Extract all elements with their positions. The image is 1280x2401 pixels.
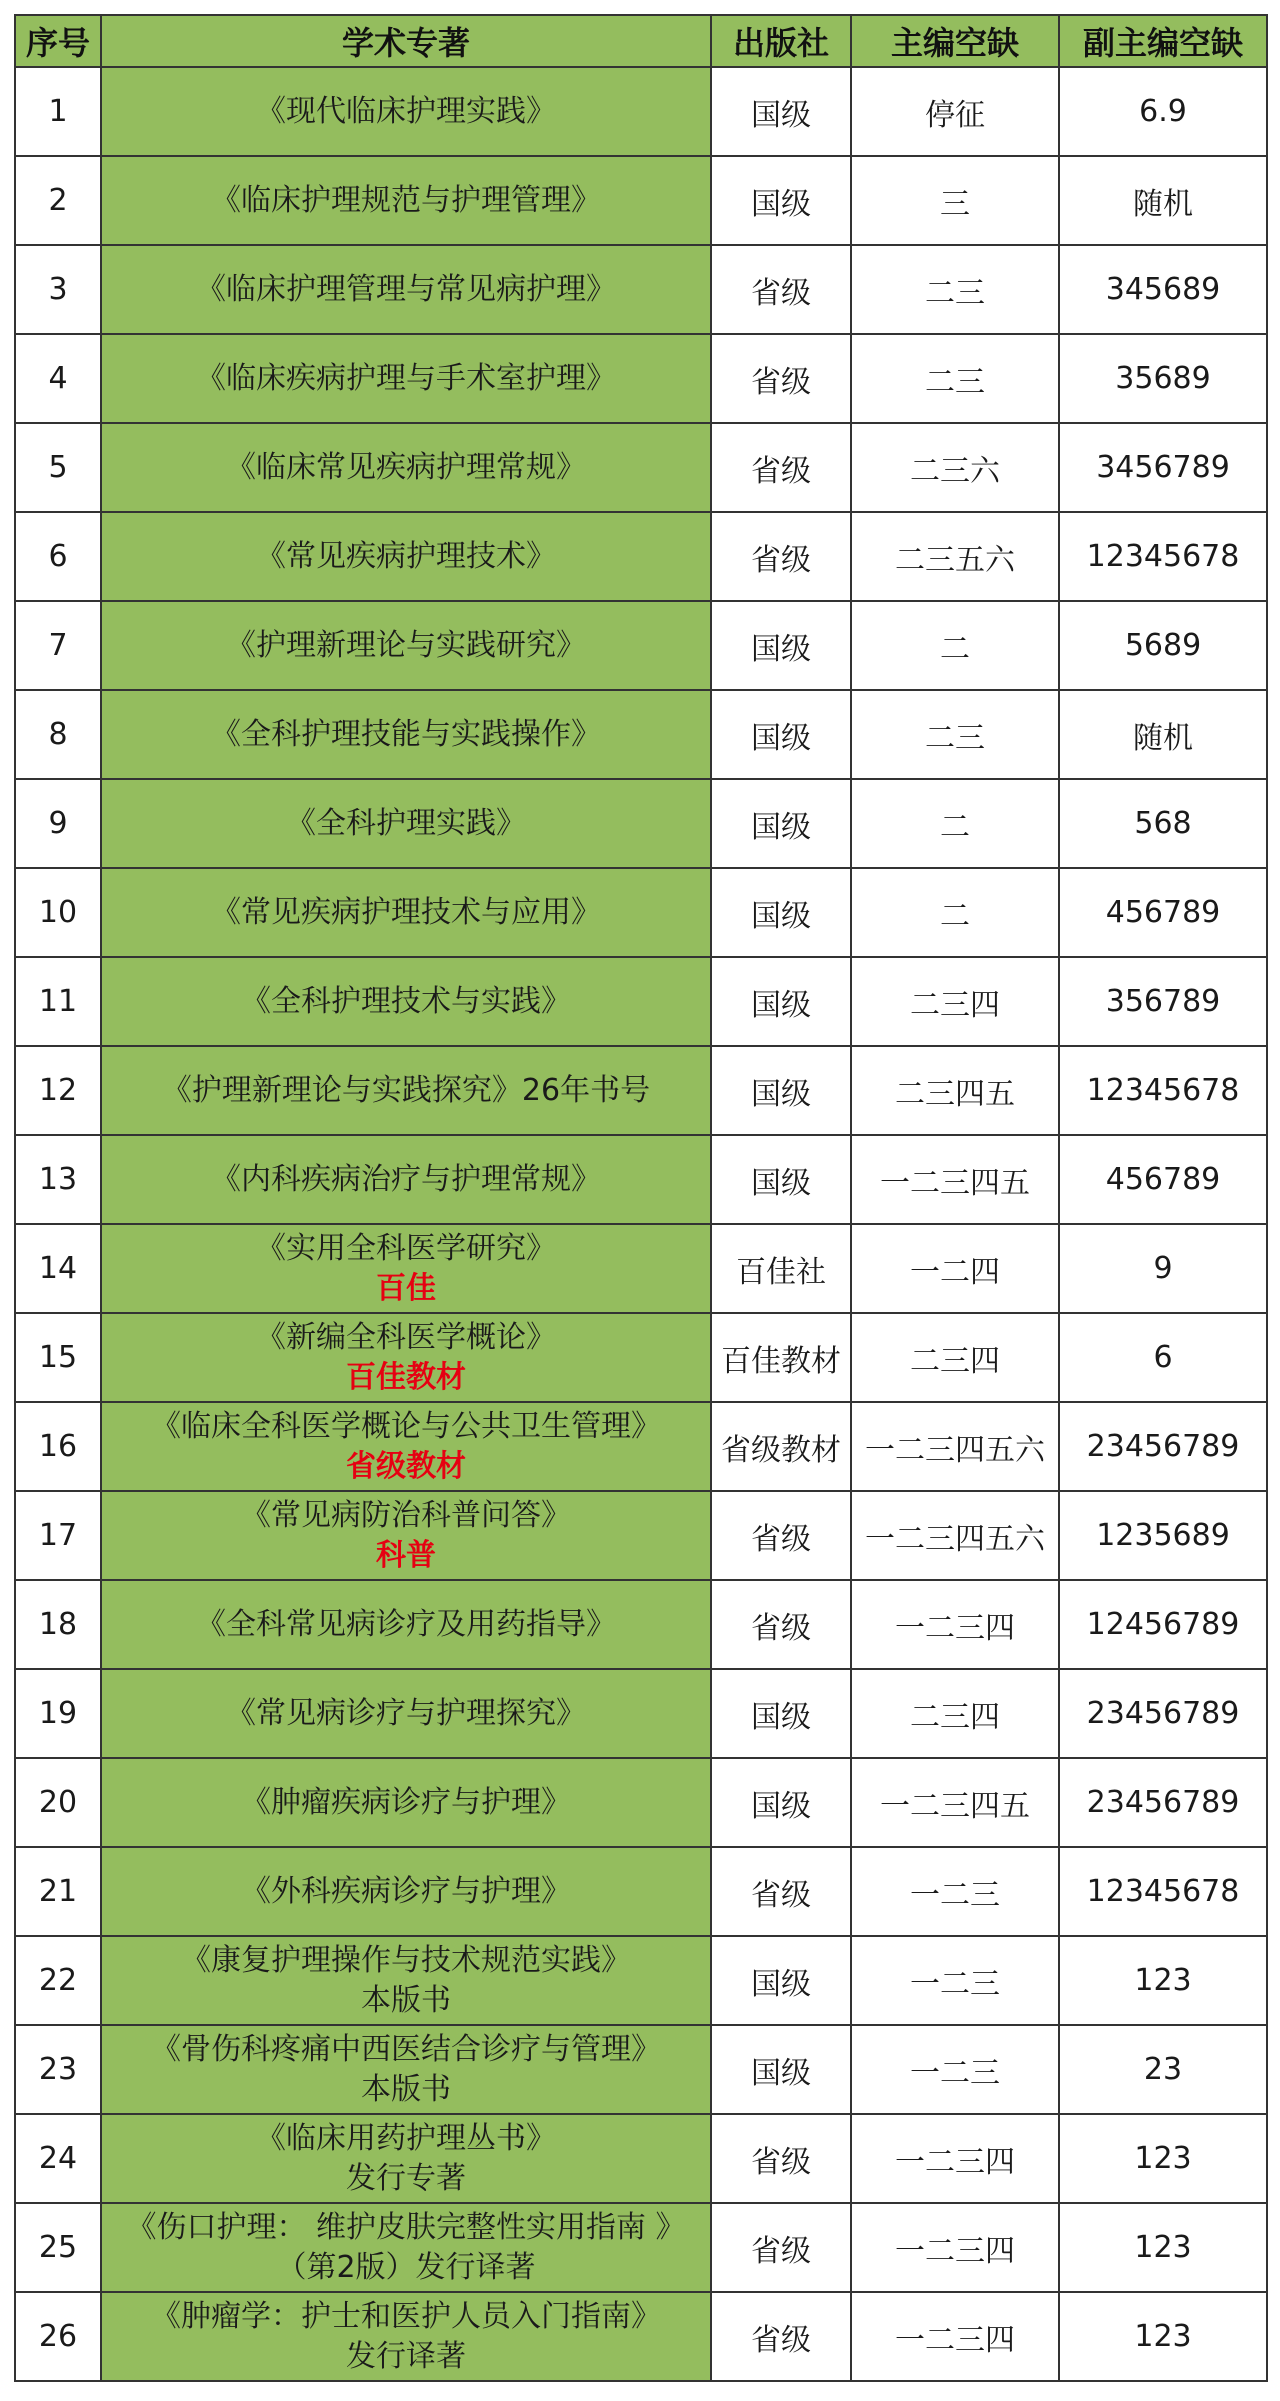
header-deputy-editor-vacancy: 副主编空缺 [1059,15,1267,67]
publisher-cell: 国级 [711,1669,851,1758]
row-number-cell: 23 [15,2025,101,2114]
deputy-editor-vacancy-cell: 23456789 [1059,1758,1267,1847]
table-row [15,1669,1267,1758]
book-title: 《康复护理操作与技术规范实践》 [181,1942,631,1978]
book-title-cell [101,1847,711,1936]
chief-editor-vacancy-cell: 一二三四五六 [851,1491,1059,1580]
table-row [15,1847,1267,1936]
book-title: 《临床用药护理丛书》 [256,2120,556,2156]
book-edition-note: 本版书 [361,1982,451,2018]
book-title-cell [101,1046,711,1135]
chief-editor-vacancy-cell: 二 [851,868,1059,957]
deputy-editor-vacancy-cell: 12456789 [1059,1580,1267,1669]
book-title-cell [101,1491,711,1580]
book-title-cell [101,67,711,156]
book-title: 《临床全科医学概论与公共卫生管理》 [151,1408,661,1444]
book-title: 《内科疾病治疗与护理常规》 [211,1161,601,1197]
book-category-tag: 科普 [376,1537,436,1573]
table-row [15,1580,1267,1669]
table-row [15,601,1267,690]
publisher-cell: 国级 [711,868,851,957]
row-number-cell: 16 [15,1402,101,1491]
table-row [15,2292,1267,2381]
book-title-cell [101,868,711,957]
header-number: 序号 [15,15,101,67]
book-title-cell [101,2292,711,2381]
publisher-cell: 国级 [711,690,851,779]
publisher-cell: 省级 [711,423,851,512]
deputy-editor-vacancy-cell: 3456789 [1059,423,1267,512]
table-row [15,1224,1267,1313]
publisher-cell: 省级 [711,2292,851,2381]
book-title: 《临床疾病护理与手术室护理》 [196,360,616,396]
row-number-cell: 14 [15,1224,101,1313]
row-number-cell: 17 [15,1491,101,1580]
book-title-cell [101,779,711,868]
publisher-cell: 国级 [711,2025,851,2114]
deputy-editor-vacancy-cell: 随机 [1059,156,1267,245]
table-row [15,512,1267,601]
chief-editor-vacancy-cell: 二三 [851,690,1059,779]
row-number-cell: 10 [15,868,101,957]
publisher-cell: 国级 [711,1046,851,1135]
row-number-cell: 8 [15,690,101,779]
chief-editor-vacancy-cell: 一二三四 [851,2203,1059,2292]
table-row [15,868,1267,957]
publisher-cell: 国级 [711,1758,851,1847]
book-table-container [14,14,1268,2382]
book-title-cell [101,1669,711,1758]
chief-editor-vacancy-cell: 一二四 [851,1224,1059,1313]
table-row [15,156,1267,245]
book-title: 《全科护理实践》 [286,805,526,841]
deputy-editor-vacancy-cell: 123 [1059,2203,1267,2292]
chief-editor-vacancy-cell: 一二三 [851,1847,1059,1936]
book-title-cell [101,156,711,245]
deputy-editor-vacancy-cell: 123 [1059,2292,1267,2381]
deputy-editor-vacancy-cell: 1235689 [1059,1491,1267,1580]
header-row [15,15,1267,67]
book-title: 《临床护理管理与常见病护理》 [196,271,616,307]
table-row [15,779,1267,868]
publisher-cell: 国级 [711,156,851,245]
deputy-editor-vacancy-cell: 568 [1059,779,1267,868]
book-edition-note: 发行译著 [346,2338,466,2374]
book-title-cell [101,690,711,779]
publisher-cell: 省级 [711,1491,851,1580]
book-title: 《全科常见病诊疗及用药指导》 [196,1606,616,1642]
deputy-editor-vacancy-cell: 345689 [1059,245,1267,334]
book-title-cell [101,423,711,512]
deputy-editor-vacancy-cell: 随机 [1059,690,1267,779]
book-title: 《护理新理论与实践探究》26年书号 [161,1072,651,1108]
chief-editor-vacancy-cell: 一二三四 [851,2114,1059,2203]
book-title: 《常见疾病护理技术》 [256,538,556,574]
book-edition-note: 发行专著 [346,2160,466,2196]
book-category-tag: 百佳教材 [346,1359,466,1395]
row-number-cell: 20 [15,1758,101,1847]
chief-editor-vacancy-cell: 一二三四五 [851,1135,1059,1224]
book-title: 《常见病防治科普问答》 [241,1497,571,1533]
book-title-cell [101,1224,711,1313]
publisher-cell: 国级 [711,779,851,868]
deputy-editor-vacancy-cell: 9 [1059,1224,1267,1313]
chief-editor-vacancy-cell: 一二三 [851,2025,1059,2114]
table-row [15,1402,1267,1491]
deputy-editor-vacancy-cell: 6 [1059,1313,1267,1402]
deputy-editor-vacancy-cell: 35689 [1059,334,1267,423]
table-row [15,245,1267,334]
deputy-editor-vacancy-cell: 356789 [1059,957,1267,1046]
row-number-cell: 15 [15,1313,101,1402]
publisher-cell: 百佳社 [711,1224,851,1313]
book-title-cell [101,1402,711,1491]
publisher-cell: 省级 [711,334,851,423]
book-title: 《常见病诊疗与护理探究》 [226,1695,586,1731]
row-number-cell: 22 [15,1936,101,2025]
book-title: 《临床护理规范与护理管理》 [211,182,601,218]
book-title-cell [101,2025,711,2114]
row-number-cell: 2 [15,156,101,245]
deputy-editor-vacancy-cell: 23456789 [1059,1402,1267,1491]
chief-editor-vacancy-cell: 二三四五 [851,1046,1059,1135]
row-number-cell: 18 [15,1580,101,1669]
deputy-editor-vacancy-cell: 12345678 [1059,1847,1267,1936]
book-category-tag: 省级教材 [346,1448,466,1484]
chief-editor-vacancy-cell: 一二三四 [851,2292,1059,2381]
book-title: 《实用全科医学研究》 [256,1230,556,1266]
chief-editor-vacancy-cell: 二三五六 [851,512,1059,601]
book-title-cell [101,334,711,423]
publisher-cell: 国级 [711,67,851,156]
row-number-cell: 25 [15,2203,101,2292]
publisher-cell: 省级教材 [711,1402,851,1491]
row-number-cell: 7 [15,601,101,690]
book-title-cell [101,601,711,690]
header-monograph: 学术专著 [101,15,711,67]
book-title-cell [101,512,711,601]
book-title: 《常见疾病护理技术与应用》 [211,894,601,930]
book-title: 《护理新理论与实践研究》 [226,627,586,663]
publisher-cell: 百佳教材 [711,1313,851,1402]
deputy-editor-vacancy-cell: 23 [1059,2025,1267,2114]
chief-editor-vacancy-cell: 停征 [851,67,1059,156]
book-title-cell [101,1936,711,2025]
publisher-cell: 省级 [711,2114,851,2203]
table-row [15,2203,1267,2292]
row-number-cell: 13 [15,1135,101,1224]
publisher-cell: 省级 [711,1580,851,1669]
table-row [15,334,1267,423]
deputy-editor-vacancy-cell: 23456789 [1059,1669,1267,1758]
book-title: 《外科疾病诊疗与护理》 [241,1873,571,1909]
book-title: 《肿瘤学：护士和医护人员入门指南》 [151,2298,661,2334]
book-title-cell [101,957,711,1046]
row-number-cell: 4 [15,334,101,423]
header-chief-editor-vacancy: 主编空缺 [851,15,1059,67]
row-number-cell: 21 [15,1847,101,1936]
row-number-cell: 5 [15,423,101,512]
row-number-cell: 6 [15,512,101,601]
publisher-cell: 国级 [711,957,851,1046]
book-title-cell [101,1758,711,1847]
publisher-cell: 国级 [711,1936,851,2025]
book-title: 《现代临床护理实践》 [256,93,556,129]
publisher-cell: 国级 [711,1135,851,1224]
deputy-editor-vacancy-cell: 12345678 [1059,1046,1267,1135]
book-title: 《骨伤科疼痛中西医结合诊疗与管理》 [151,2031,661,2067]
chief-editor-vacancy-cell: 二 [851,601,1059,690]
publisher-cell: 国级 [711,601,851,690]
chief-editor-vacancy-cell: 二三 [851,334,1059,423]
table-row [15,2114,1267,2203]
row-number-cell: 12 [15,1046,101,1135]
chief-editor-vacancy-cell: 二三四 [851,1313,1059,1402]
row-number-cell: 24 [15,2114,101,2203]
book-title-cell [101,1135,711,1224]
row-number-cell: 9 [15,779,101,868]
book-edition-note: （第2版）发行译著 [276,2249,536,2285]
deputy-editor-vacancy-cell: 5689 [1059,601,1267,690]
chief-editor-vacancy-cell: 一二三四五 [851,1758,1059,1847]
row-number-cell: 19 [15,1669,101,1758]
academic-monograph-table [14,14,1268,2382]
deputy-editor-vacancy-cell: 123 [1059,2114,1267,2203]
row-number-cell: 1 [15,67,101,156]
deputy-editor-vacancy-cell: 123 [1059,1936,1267,2025]
book-title-cell [101,2114,711,2203]
chief-editor-vacancy-cell: 二三 [851,245,1059,334]
book-title-cell [101,1313,711,1402]
book-title: 《肿瘤疾病诊疗与护理》 [241,1784,571,1820]
table-row [15,690,1267,779]
table-row [15,1758,1267,1847]
book-title-cell [101,245,711,334]
row-number-cell: 11 [15,957,101,1046]
book-title-cell [101,1580,711,1669]
deputy-editor-vacancy-cell: 12345678 [1059,512,1267,601]
chief-editor-vacancy-cell: 二三四 [851,1669,1059,1758]
chief-editor-vacancy-cell: 二三六 [851,423,1059,512]
header-publisher: 出版社 [711,15,851,67]
deputy-editor-vacancy-cell: 6.9 [1059,67,1267,156]
publisher-cell: 省级 [711,2203,851,2292]
book-title-cell [101,2203,711,2292]
book-title: 《临床常见疾病护理常规》 [226,449,586,485]
book-category-tag: 百佳 [376,1270,436,1306]
chief-editor-vacancy-cell: 一二三 [851,1936,1059,2025]
table-row [15,67,1267,156]
book-title: 《全科护理技术与实践》 [241,983,571,1019]
table-row [15,1135,1267,1224]
table-row [15,957,1267,1046]
deputy-editor-vacancy-cell: 456789 [1059,868,1267,957]
book-title: 《伤口护理： 维护皮肤完整性实用指南 》 [126,2209,686,2245]
row-number-cell: 3 [15,245,101,334]
table-row [15,1491,1267,1580]
publisher-cell: 省级 [711,512,851,601]
book-title: 《全科护理技能与实践操作》 [211,716,601,752]
chief-editor-vacancy-cell: 一二三四 [851,1580,1059,1669]
row-number-cell: 26 [15,2292,101,2381]
deputy-editor-vacancy-cell: 456789 [1059,1135,1267,1224]
table-row [15,2025,1267,2114]
chief-editor-vacancy-cell: 三 [851,156,1059,245]
chief-editor-vacancy-cell: 二 [851,779,1059,868]
book-edition-note: 本版书 [361,2071,451,2107]
chief-editor-vacancy-cell: 一二三四五六 [851,1402,1059,1491]
table-row [15,423,1267,512]
chief-editor-vacancy-cell: 二三四 [851,957,1059,1046]
publisher-cell: 省级 [711,1847,851,1936]
table-row [15,1313,1267,1402]
publisher-cell: 省级 [711,245,851,334]
table-row [15,1046,1267,1135]
book-title: 《新编全科医学概论》 [256,1319,556,1355]
table-row [15,1936,1267,2025]
